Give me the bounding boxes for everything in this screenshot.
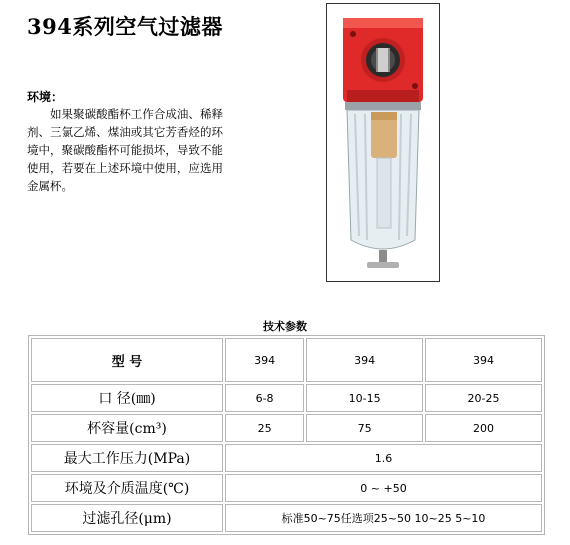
- table-cell: 20-25: [425, 384, 542, 412]
- table-row: [31, 444, 542, 472]
- table-row: [31, 504, 542, 532]
- environment-description: 如果聚碳酸酯杯工作合成油、稀释剂、三氯乙烯、煤油或其它芳香烃的环境中，聚碳酸酯杯可能损坏，导致不能使用，若要在上述环境中使用，应选用金属杯。: [27, 107, 223, 193]
- table-cell: 6-8: [225, 384, 304, 412]
- air-filter-illustration: [327, 4, 439, 281]
- product-photo: [326, 3, 440, 282]
- row-label-model: 型 号: [31, 338, 223, 382]
- table-cell: 0 ~ +50: [225, 474, 542, 502]
- table-cell: 394: [425, 338, 542, 382]
- table-cell: 1.6: [225, 444, 542, 472]
- row-label-filter-pore: 过滤孔径(μm): [31, 504, 223, 532]
- table-cell: 394: [225, 338, 304, 382]
- row-label-max-pressure: 最大工作压力(MPa): [31, 444, 223, 472]
- table-row: [31, 414, 542, 442]
- row-label-port-size: 口 径(㎜): [31, 384, 223, 412]
- table-cell: 75: [306, 414, 423, 442]
- table-cell: 标准50~75任选项25~50 10~25 5~10: [225, 504, 542, 532]
- table-row: [31, 474, 542, 502]
- table-cell: 200: [425, 414, 542, 442]
- table-cell: 10-15: [306, 384, 423, 412]
- table-cell: 25: [225, 414, 304, 442]
- row-label-temperature: 环境及介质温度(℃): [31, 474, 223, 502]
- environment-heading: 环境：: [27, 90, 64, 104]
- table-row: [31, 338, 542, 382]
- table-row: [31, 384, 542, 412]
- drain-valve: [379, 250, 387, 262]
- spec-table-title: 技术参数: [263, 320, 307, 333]
- spec-table: [28, 335, 545, 535]
- table-cell: 394: [306, 338, 423, 382]
- row-label-bowl-capacity: 杯容量(cm³): [31, 414, 223, 442]
- product-title: 394系列空气过滤器: [27, 14, 223, 39]
